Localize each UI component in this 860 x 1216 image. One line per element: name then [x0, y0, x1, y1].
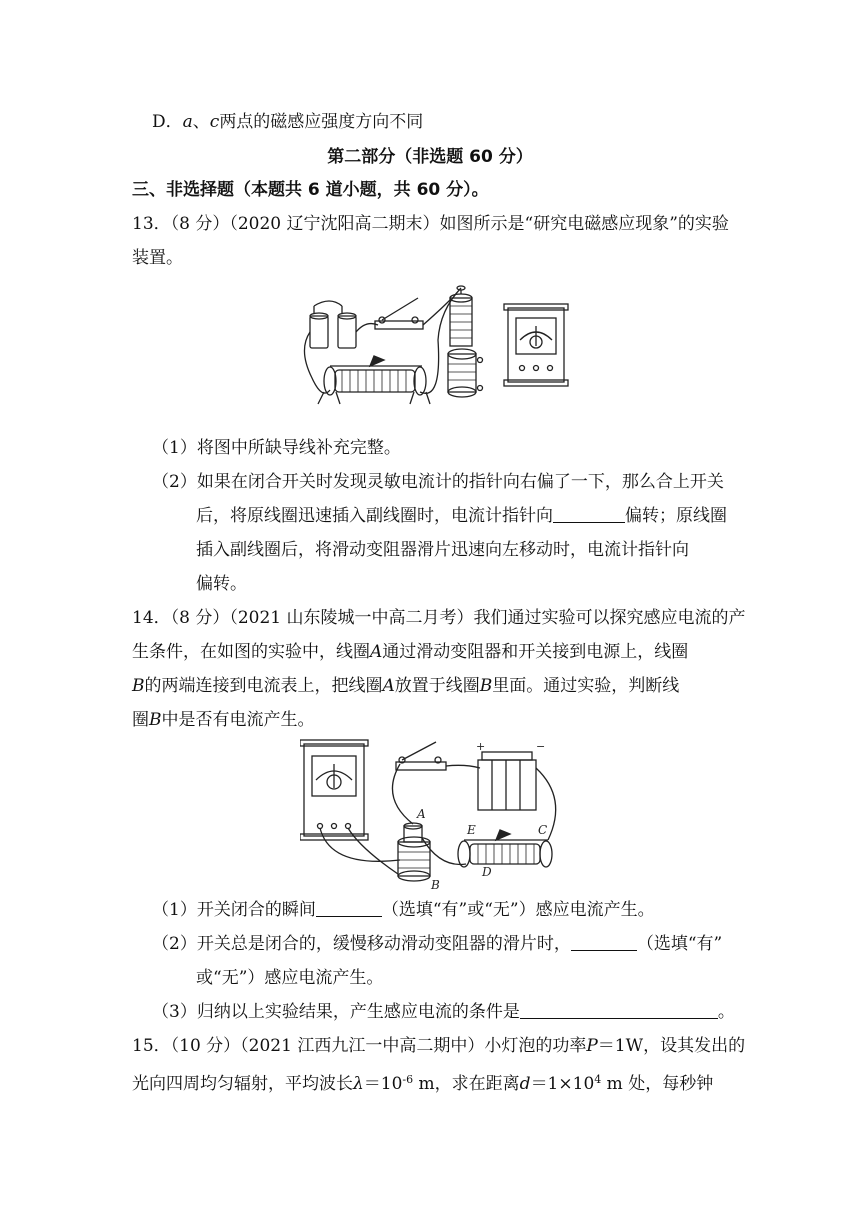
exponent-distance: 4	[594, 1073, 602, 1086]
coil-b-label: B	[479, 676, 493, 696]
q14-line-1: 14．（8 分）（2021 山东陵城一中高二月考）我们通过实验可以探究感应电流的产	[132, 608, 746, 628]
q14-sub-2b: （选填“有”	[636, 934, 723, 954]
coil-b-label: B	[132, 676, 145, 696]
q14-sub-3	[152, 1000, 735, 1024]
q14-sub-2-cont: 或“无”）感应电流产生。	[196, 968, 384, 988]
q14-sub-1b: （选填“有”或“无”）感应电流产生。	[381, 900, 655, 920]
q14-line-4	[132, 708, 315, 732]
q13-sub-2-line-3: 插入副线圈后，将滑动变阻器滑片迅速向左移动时，电流计指针向	[196, 540, 689, 560]
part-title: 第二部分（非选题 60 分）	[327, 147, 533, 167]
q13-sub-2-line-2	[196, 504, 727, 528]
option-d-text: 两点的磁感应强度方向不同	[219, 112, 424, 132]
separator: 、	[192, 112, 210, 132]
q14-sub-1	[152, 898, 655, 922]
q13-sub-2-line-4: 偏转。	[196, 574, 247, 594]
option-d-prefix: D．	[152, 112, 183, 132]
q14-line-3b: 放置于线圈	[394, 676, 480, 696]
q13-sub-2-line-1: （2）如果在闭合开关时发现灵敏电流计的指针向右偏了一下，那么合上开关	[152, 472, 724, 492]
q14-line-4b: 中是否有电流产生。	[161, 710, 315, 730]
q13-sub-2-text-b: 偏转；原线圈	[625, 506, 727, 526]
q13-line-2: 装置。	[132, 248, 183, 268]
q15-line-2d: ＝1×10	[530, 1074, 595, 1094]
fig-battery-minus: −	[536, 740, 546, 753]
q14-line-3	[132, 674, 679, 698]
q13-sub-2-text-a: 后，将原线圈迅速插入副线圈时，电流计指针向	[196, 506, 553, 526]
q14-sub-2a: （2）开关总是闭合的，缓慢移动滑动变阻器的滑片时，	[152, 934, 571, 954]
q15-line-2b: ＝10	[363, 1074, 403, 1094]
q14-sub-2	[152, 932, 722, 956]
q15-line-2c: m，求在距离	[413, 1074, 520, 1094]
q13-sub-1: （1）将图中所缺导线补充完整。	[152, 438, 401, 458]
point-a: a	[182, 112, 193, 132]
q14-sub-3a: （3）归纳以上实验结果，产生感应电流的条件是	[152, 1002, 520, 1022]
option-d	[152, 110, 423, 134]
distance-symbol: d	[519, 1074, 531, 1094]
q14-line-4a: 圈	[132, 710, 149, 730]
coil-b-label: B	[149, 710, 162, 730]
fig-battery-plus: +	[476, 740, 486, 753]
q15-line-2a: 光向四周均匀辐射，平均波长	[132, 1074, 353, 1094]
q14-line-3a: 的两端连接到电流表上，把线圈	[144, 676, 383, 696]
point-c: c	[209, 112, 220, 132]
figure-induced-current-experiment	[300, 738, 570, 890]
q15-line-1b: ＝1W，设其发出的	[597, 1036, 746, 1056]
coil-a-label: A	[382, 676, 395, 696]
q15-line-2	[132, 1068, 713, 1096]
answer-blank-q13-2a[interactable]	[553, 504, 625, 523]
answer-blank-q14-2[interactable]	[571, 932, 637, 951]
fig-label-a: A	[417, 807, 426, 821]
wavelength-symbol: λ	[353, 1074, 364, 1094]
figure-electromagnetic-induction-setup	[290, 280, 590, 410]
q14-sub-1a: （1）开关闭合的瞬间	[152, 900, 316, 920]
answer-blank-q14-1[interactable]	[316, 898, 382, 917]
q15-line-2e: m 处，每秒钟	[601, 1074, 714, 1094]
q15-line-1	[132, 1034, 745, 1058]
fig-label-c: C	[538, 823, 548, 837]
fig-label-e: E	[467, 823, 476, 837]
section-heading: 三、非选择题（本题共 6 道小题，共 60 分）。	[132, 180, 489, 200]
power-symbol: P	[586, 1036, 598, 1056]
q14-line-2b: 通过滑动变阻器和开关接到电源上，线圈	[382, 642, 689, 662]
q15-line-1a: 15．（10 分）（2021 江西九江一中高二期中）小灯泡的功率	[132, 1036, 587, 1056]
q13-line-1: 13．（8 分）（2020 辽宁沈阳高二期末）如图所示是“研究电磁感应现象”的实验	[132, 214, 729, 234]
q14-line-3c: 里面。通过实验，判断线	[492, 676, 680, 696]
q14-line-2a: 生条件，在如图的实验中，线圈	[132, 642, 370, 662]
exponent-wavelength: -6	[402, 1073, 414, 1086]
answer-blank-q14-3[interactable]	[520, 1000, 718, 1019]
fig-label-d: D	[482, 865, 492, 879]
fig-label-b: B	[431, 878, 440, 890]
q14-line-2	[132, 640, 688, 664]
q14-sub-3b: 。	[717, 1002, 735, 1022]
coil-a-label: A	[370, 642, 383, 662]
